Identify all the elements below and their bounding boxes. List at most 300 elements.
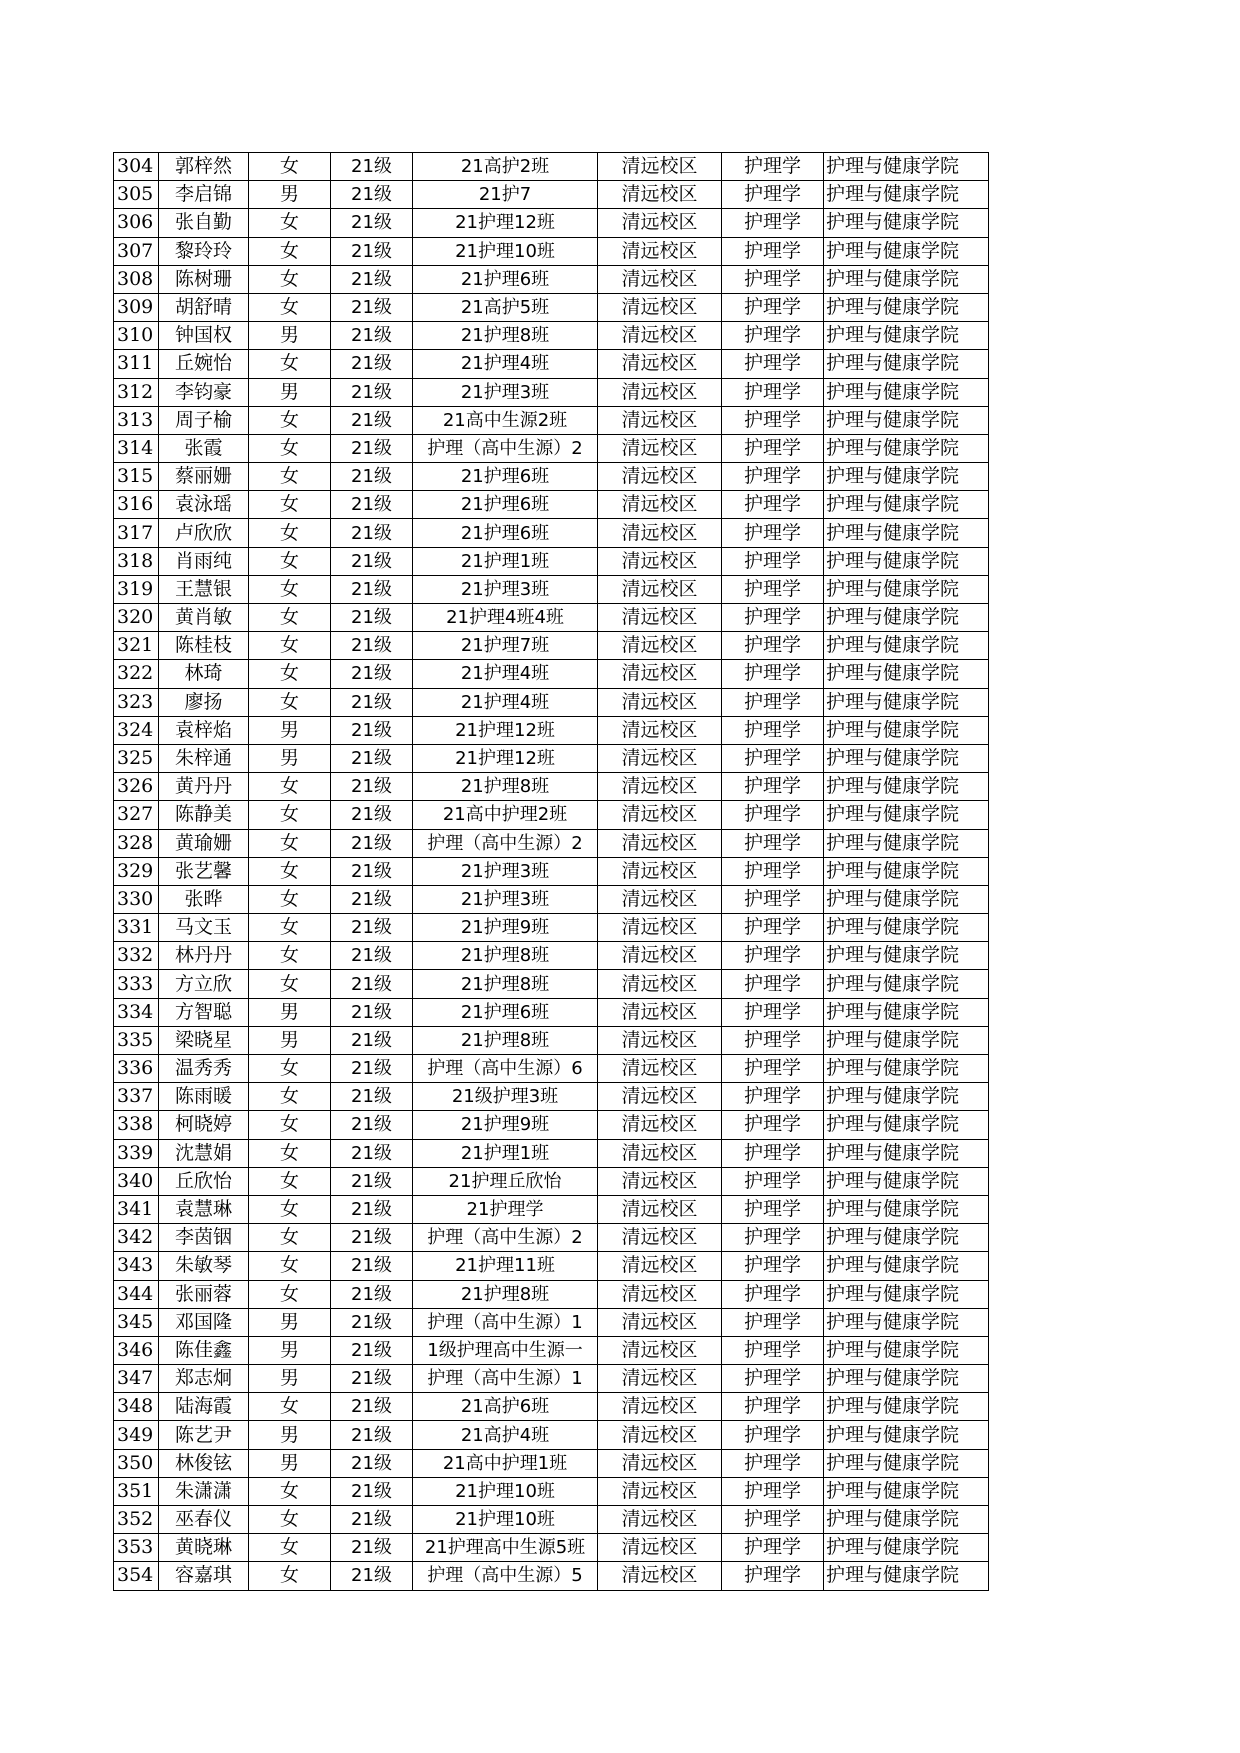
grade-cell: 21级 [331,1421,413,1449]
grade-cell: 21级 [331,1562,413,1590]
student-name-cell: 陈树珊 [159,265,249,293]
college-cell: 护理与健康学院 [824,293,989,321]
row-number-cell: 324 [114,716,159,744]
student-name-cell: 袁泳瑶 [159,491,249,519]
student-name-cell: 邓国隆 [159,1308,249,1336]
row-number-cell: 338 [114,1111,159,1139]
table-row [114,688,989,716]
student-name-cell: 方智聪 [159,998,249,1026]
college-cell: 护理与健康学院 [824,434,989,462]
grade-cell: 21级 [331,237,413,265]
major-cell: 护理学 [722,942,824,970]
campus-cell: 清远校区 [598,434,722,462]
college-cell: 护理与健康学院 [824,801,989,829]
student-name-cell: 容嘉琪 [159,1562,249,1590]
table-row [114,1365,989,1393]
college-cell: 护理与健康学院 [824,1534,989,1562]
grade-cell: 21级 [331,1365,413,1393]
student-name-cell: 陈佳鑫 [159,1336,249,1364]
row-number-cell: 352 [114,1506,159,1534]
major-cell: 护理学 [722,434,824,462]
gender-cell: 女 [249,801,331,829]
class-name-cell: 护理（高中生源）5 [413,1562,598,1590]
row-number-cell: 332 [114,942,159,970]
college-cell: 护理与健康学院 [824,660,989,688]
major-cell: 护理学 [722,547,824,575]
campus-cell: 清远校区 [598,547,722,575]
gender-cell: 男 [249,1365,331,1393]
row-number-cell: 317 [114,519,159,547]
table-row [114,1336,989,1364]
class-name-cell: 21护理12班 [413,744,598,772]
grade-cell: 21级 [331,1280,413,1308]
major-cell: 护理学 [722,1336,824,1364]
class-name-cell: 21护理丘欣怡 [413,1167,598,1195]
grade-cell: 21级 [331,1477,413,1505]
student-name-cell: 黄丹丹 [159,773,249,801]
grade-cell: 21级 [331,209,413,237]
college-cell: 护理与健康学院 [824,1139,989,1167]
row-number-cell: 342 [114,1224,159,1252]
major-cell: 护理学 [722,1055,824,1083]
row-number-cell: 343 [114,1252,159,1280]
gender-cell: 女 [249,519,331,547]
student-name-cell: 陈雨暖 [159,1083,249,1111]
table-row [114,744,989,772]
student-name-cell: 胡舒晴 [159,293,249,321]
campus-cell: 清远校区 [598,604,722,632]
table-row [114,1421,989,1449]
table-row [114,773,989,801]
row-number-cell: 351 [114,1477,159,1505]
gender-cell: 女 [249,1055,331,1083]
row-number-cell: 346 [114,1336,159,1364]
major-cell: 护理学 [722,1449,824,1477]
class-name-cell: 21护理3班 [413,378,598,406]
campus-cell: 清远校区 [598,857,722,885]
row-number-cell: 353 [114,1534,159,1562]
campus-cell: 清远校区 [598,1083,722,1111]
college-cell: 护理与健康学院 [824,632,989,660]
row-number-cell: 305 [114,181,159,209]
class-name-cell: 21护理8班 [413,773,598,801]
grade-cell: 21级 [331,1393,413,1421]
table-row [114,350,989,378]
student-name-cell: 朱敏琴 [159,1252,249,1280]
student-name-cell: 方立欣 [159,970,249,998]
college-cell: 护理与健康学院 [824,970,989,998]
grade-cell: 21级 [331,1195,413,1223]
class-name-cell: 21高护2班 [413,153,598,181]
student-name-cell: 温秀秀 [159,1055,249,1083]
class-name-cell: 21护理6班 [413,265,598,293]
gender-cell: 女 [249,575,331,603]
gender-cell: 女 [249,857,331,885]
major-cell: 护理学 [722,914,824,942]
class-name-cell: 21护理3班 [413,857,598,885]
student-name-cell: 张丽蓉 [159,1280,249,1308]
major-cell: 护理学 [722,1280,824,1308]
major-cell: 护理学 [722,660,824,688]
class-name-cell: 21护理4班4班 [413,604,598,632]
grade-cell: 21级 [331,829,413,857]
gender-cell: 女 [249,885,331,913]
class-name-cell: 21高中护理2班 [413,801,598,829]
row-number-cell: 310 [114,322,159,350]
table-row [114,237,989,265]
campus-cell: 清远校区 [598,1421,722,1449]
major-cell: 护理学 [722,491,824,519]
class-name-cell: 护理（高中生源）2 [413,1224,598,1252]
row-number-cell: 345 [114,1308,159,1336]
college-cell: 护理与健康学院 [824,1224,989,1252]
major-cell: 护理学 [722,378,824,406]
major-cell: 护理学 [722,153,824,181]
student-name-cell: 黄瑜姗 [159,829,249,857]
campus-cell: 清远校区 [598,1252,722,1280]
college-cell: 护理与健康学院 [824,265,989,293]
college-cell: 护理与健康学院 [824,153,989,181]
grade-cell: 21级 [331,1026,413,1054]
gender-cell: 女 [249,547,331,575]
college-cell: 护理与健康学院 [824,942,989,970]
table-row [114,1083,989,1111]
gender-cell: 男 [249,998,331,1026]
college-cell: 护理与健康学院 [824,1111,989,1139]
student-name-cell: 林琦 [159,660,249,688]
major-cell: 护理学 [722,1308,824,1336]
campus-cell: 清远校区 [598,801,722,829]
row-number-cell: 326 [114,773,159,801]
college-cell: 护理与健康学院 [824,209,989,237]
college-cell: 护理与健康学院 [824,1280,989,1308]
student-name-cell: 张自勤 [159,209,249,237]
grade-cell: 21级 [331,406,413,434]
college-cell: 护理与健康学院 [824,1449,989,1477]
gender-cell: 男 [249,378,331,406]
row-number-cell: 327 [114,801,159,829]
class-name-cell: 护理（高中生源）1 [413,1308,598,1336]
campus-cell: 清远校区 [598,491,722,519]
gender-cell: 男 [249,1026,331,1054]
gender-cell: 女 [249,1280,331,1308]
row-number-cell: 348 [114,1393,159,1421]
student-name-cell: 王慧银 [159,575,249,603]
table-row [114,1449,989,1477]
college-cell: 护理与健康学院 [824,688,989,716]
grade-cell: 21级 [331,434,413,462]
table-row [114,575,989,603]
campus-cell: 清远校区 [598,1224,722,1252]
college-cell: 护理与健康学院 [824,914,989,942]
class-name-cell: 21级护理3班 [413,1083,598,1111]
grade-cell: 21级 [331,998,413,1026]
campus-cell: 清远校区 [598,1111,722,1139]
grade-cell: 21级 [331,153,413,181]
student-name-cell: 朱梓通 [159,744,249,772]
student-name-cell: 黎玲玲 [159,237,249,265]
grade-cell: 21级 [331,914,413,942]
student-name-cell: 沈慧娟 [159,1139,249,1167]
campus-cell: 清远校区 [598,1280,722,1308]
grade-cell: 21级 [331,181,413,209]
row-number-cell: 321 [114,632,159,660]
campus-cell: 清远校区 [598,181,722,209]
college-cell: 护理与健康学院 [824,237,989,265]
campus-cell: 清远校区 [598,773,722,801]
grade-cell: 21级 [331,1139,413,1167]
gender-cell: 女 [249,660,331,688]
college-cell: 护理与健康学院 [824,547,989,575]
class-name-cell: 21护理1班 [413,1139,598,1167]
campus-cell: 清远校区 [598,1365,722,1393]
student-name-cell: 陈静美 [159,801,249,829]
table-row [114,1111,989,1139]
major-cell: 护理学 [722,1167,824,1195]
row-number-cell: 308 [114,265,159,293]
grade-cell: 21级 [331,1506,413,1534]
campus-cell: 清远校区 [598,237,722,265]
campus-cell: 清远校区 [598,998,722,1026]
student-name-cell: 袁梓焰 [159,716,249,744]
college-cell: 护理与健康学院 [824,716,989,744]
table-row [114,519,989,547]
row-number-cell: 320 [114,604,159,632]
table-row [114,491,989,519]
grade-cell: 21级 [331,942,413,970]
table-row [114,1393,989,1421]
gender-cell: 女 [249,265,331,293]
campus-cell: 清远校区 [598,970,722,998]
class-name-cell: 21护理8班 [413,1280,598,1308]
row-number-cell: 314 [114,434,159,462]
gender-cell: 男 [249,1308,331,1336]
student-name-cell: 丘婉怡 [159,350,249,378]
major-cell: 护理学 [722,322,824,350]
student-name-cell: 袁慧琳 [159,1195,249,1223]
major-cell: 护理学 [722,519,824,547]
gender-cell: 女 [249,1506,331,1534]
college-cell: 护理与健康学院 [824,1167,989,1195]
table-row [114,970,989,998]
student-name-cell: 黄晓琳 [159,1534,249,1562]
major-cell: 护理学 [722,575,824,603]
campus-cell: 清远校区 [598,1562,722,1590]
major-cell: 护理学 [722,970,824,998]
campus-cell: 清远校区 [598,716,722,744]
class-name-cell: 21护理6班 [413,491,598,519]
major-cell: 护理学 [722,237,824,265]
class-name-cell: 21护理10班 [413,237,598,265]
table-row [114,322,989,350]
gender-cell: 女 [249,970,331,998]
gender-cell: 女 [249,632,331,660]
major-cell: 护理学 [722,885,824,913]
gender-cell: 女 [249,491,331,519]
campus-cell: 清远校区 [598,350,722,378]
major-cell: 护理学 [722,829,824,857]
row-number-cell: 341 [114,1195,159,1223]
campus-cell: 清远校区 [598,265,722,293]
row-number-cell: 318 [114,547,159,575]
row-number-cell: 350 [114,1449,159,1477]
campus-cell: 清远校区 [598,1449,722,1477]
table-row [114,378,989,406]
table-row [114,1534,989,1562]
table-row [114,406,989,434]
major-cell: 护理学 [722,463,824,491]
major-cell: 护理学 [722,1477,824,1505]
major-cell: 护理学 [722,857,824,885]
grade-cell: 21级 [331,1336,413,1364]
student-name-cell: 郭梓然 [159,153,249,181]
class-name-cell: 21护理7班 [413,632,598,660]
grade-cell: 21级 [331,744,413,772]
major-cell: 护理学 [722,632,824,660]
table-row [114,1562,989,1590]
college-cell: 护理与健康学院 [824,491,989,519]
major-cell: 护理学 [722,1534,824,1562]
table-row [114,153,989,181]
row-number-cell: 349 [114,1421,159,1449]
table-row [114,265,989,293]
major-cell: 护理学 [722,801,824,829]
major-cell: 护理学 [722,209,824,237]
row-number-cell: 333 [114,970,159,998]
major-cell: 护理学 [722,1195,824,1223]
row-number-cell: 335 [114,1026,159,1054]
class-name-cell: 21护理10班 [413,1477,598,1505]
campus-cell: 清远校区 [598,1534,722,1562]
row-number-cell: 313 [114,406,159,434]
student-name-cell: 张霞 [159,434,249,462]
major-cell: 护理学 [722,604,824,632]
student-name-cell: 陈艺尹 [159,1421,249,1449]
row-number-cell: 319 [114,575,159,603]
gender-cell: 女 [249,773,331,801]
college-cell: 护理与健康学院 [824,1393,989,1421]
college-cell: 护理与健康学院 [824,322,989,350]
table-row [114,463,989,491]
grade-cell: 21级 [331,1167,413,1195]
college-cell: 护理与健康学院 [824,857,989,885]
gender-cell: 女 [249,463,331,491]
college-cell: 护理与健康学院 [824,1195,989,1223]
table-row [114,209,989,237]
gender-cell: 男 [249,716,331,744]
major-cell: 护理学 [722,265,824,293]
table-row [114,1026,989,1054]
table-row [114,885,989,913]
class-name-cell: 21高护4班 [413,1421,598,1449]
gender-cell: 女 [249,1562,331,1590]
gender-cell: 女 [249,1167,331,1195]
table-row [114,998,989,1026]
grade-cell: 21级 [331,801,413,829]
student-name-cell: 马文玉 [159,914,249,942]
campus-cell: 清远校区 [598,463,722,491]
table-row [114,829,989,857]
class-name-cell: 21护理10班 [413,1506,598,1534]
campus-cell: 清远校区 [598,153,722,181]
row-number-cell: 354 [114,1562,159,1590]
class-name-cell: 21护理8班 [413,322,598,350]
class-name-cell: 21护理8班 [413,1026,598,1054]
major-cell: 护理学 [722,1139,824,1167]
student-name-cell: 丘欣怡 [159,1167,249,1195]
campus-cell: 清远校区 [598,744,722,772]
major-cell: 护理学 [722,1026,824,1054]
college-cell: 护理与健康学院 [824,378,989,406]
gender-cell: 女 [249,153,331,181]
class-name-cell: 护理（高中生源）6 [413,1055,598,1083]
class-name-cell: 21高护5班 [413,293,598,321]
student-name-cell: 柯晓婷 [159,1111,249,1139]
campus-cell: 清远校区 [598,209,722,237]
college-cell: 护理与健康学院 [824,1083,989,1111]
row-number-cell: 331 [114,914,159,942]
campus-cell: 清远校区 [598,688,722,716]
student-name-cell: 梁晓星 [159,1026,249,1054]
row-number-cell: 312 [114,378,159,406]
table-row [114,1055,989,1083]
major-cell: 护理学 [722,1365,824,1393]
class-name-cell: 1级护理高中生源一 [413,1336,598,1364]
class-name-cell: 21护理8班 [413,970,598,998]
roster-rows [114,153,989,1591]
campus-cell: 清远校区 [598,322,722,350]
campus-cell: 清远校区 [598,575,722,603]
grade-cell: 21级 [331,378,413,406]
college-cell: 护理与健康学院 [824,744,989,772]
gender-cell: 女 [249,1252,331,1280]
row-number-cell: 304 [114,153,159,181]
row-number-cell: 329 [114,857,159,885]
gender-cell: 女 [249,1393,331,1421]
class-name-cell: 护理（高中生源）2 [413,434,598,462]
gender-cell: 女 [249,237,331,265]
student-name-cell: 陈桂枝 [159,632,249,660]
gender-cell: 女 [249,1083,331,1111]
grade-cell: 21级 [331,1224,413,1252]
student-name-cell: 林俊铉 [159,1449,249,1477]
grade-cell: 21级 [331,491,413,519]
student-name-cell: 张晔 [159,885,249,913]
grade-cell: 21级 [331,265,413,293]
major-cell: 护理学 [722,181,824,209]
college-cell: 护理与健康学院 [824,1365,989,1393]
class-name-cell: 21护理9班 [413,1111,598,1139]
campus-cell: 清远校区 [598,378,722,406]
grade-cell: 21级 [331,1449,413,1477]
campus-cell: 清远校区 [598,942,722,970]
college-cell: 护理与健康学院 [824,181,989,209]
campus-cell: 清远校区 [598,1167,722,1195]
gender-cell: 女 [249,829,331,857]
class-name-cell: 21护理6班 [413,998,598,1026]
college-cell: 护理与健康学院 [824,1477,989,1505]
student-name-cell: 李启锦 [159,181,249,209]
college-cell: 护理与健康学院 [824,1252,989,1280]
college-cell: 护理与健康学院 [824,604,989,632]
college-cell: 护理与健康学院 [824,1055,989,1083]
row-number-cell: 315 [114,463,159,491]
grade-cell: 21级 [331,1534,413,1562]
college-cell: 护理与健康学院 [824,1336,989,1364]
student-name-cell: 周子榆 [159,406,249,434]
gender-cell: 女 [249,1139,331,1167]
gender-cell: 女 [249,1224,331,1252]
